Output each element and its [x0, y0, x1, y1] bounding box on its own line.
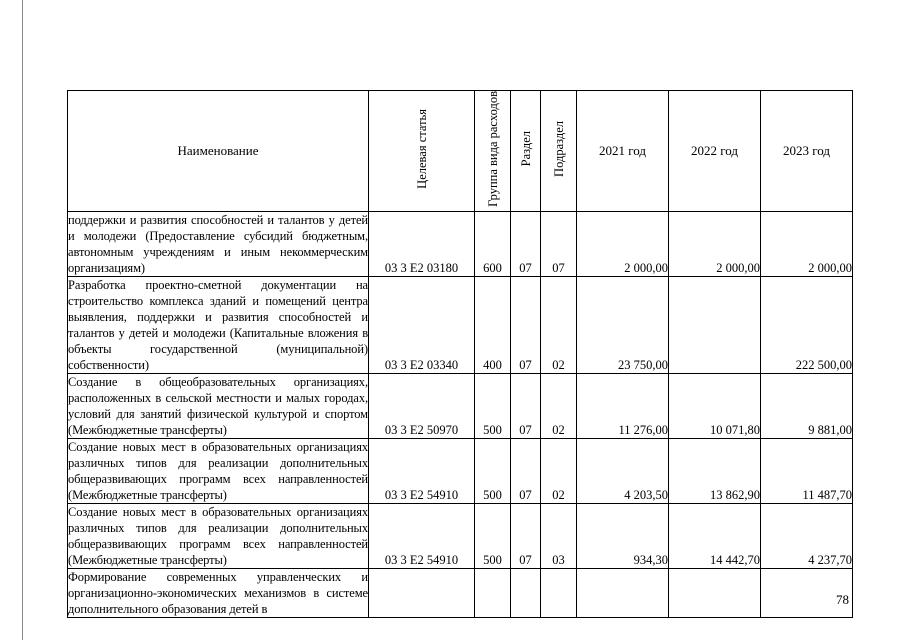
row-target-code: 03 3 Е2 03340 — [369, 276, 475, 373]
row-section: 07 — [511, 211, 541, 276]
row-expense-group — [475, 568, 511, 617]
row-2021: 4 203,50 — [577, 438, 669, 503]
col-header-subsection: Подраздел — [541, 91, 577, 212]
row-subsection: 03 — [541, 503, 577, 568]
col-header-2023: 2023 год — [761, 91, 853, 212]
row-2022 — [669, 568, 761, 617]
row-subsection: 02 — [541, 276, 577, 373]
row-2021: 934,30 — [577, 503, 669, 568]
row-section: 07 — [511, 276, 541, 373]
row-subsection: 02 — [541, 373, 577, 438]
col-header-name: Наименование — [68, 91, 369, 212]
row-2023: 9 881,00 — [761, 373, 853, 438]
row-2023: 222 500,00 — [761, 276, 853, 373]
row-section: 07 — [511, 373, 541, 438]
row-2022 — [669, 276, 761, 373]
row-target-code: 03 3 Е2 03180 — [369, 211, 475, 276]
row-subsection: 02 — [541, 438, 577, 503]
row-section: 07 — [511, 438, 541, 503]
row-2021: 11 276,00 — [577, 373, 669, 438]
col-header-2021: 2021 год — [577, 91, 669, 212]
row-name: Создание в общеобразовательных организациях, расположенных в сельской местности и малых городах, условий для занятий физической культурой и спортом (Межбюджетные трансферты) — [68, 374, 368, 437]
row-section — [511, 568, 541, 617]
col-header-expense-group: Группа вида расходов — [475, 91, 511, 212]
margin-rule — [22, 0, 23, 640]
row-2021 — [577, 568, 669, 617]
row-2022: 14 442,70 — [669, 503, 761, 568]
col-header-2022: 2022 год — [669, 91, 761, 212]
table-row — [68, 438, 853, 503]
row-2022: 13 862,90 — [669, 438, 761, 503]
row-name: поддержки и развития способностей и талантов у детей и молодежи (Предоставление субсидий бюджетным, автономным учреждениям и иным некоммерческим организациям) — [68, 212, 368, 275]
row-name: Создание новых мест в образовательных организациях различных типов для реализации дополнительных общеразвивающих программ всех направленностей (Межбюджетные трансферты) — [68, 504, 368, 567]
row-2022: 2 000,00 — [669, 211, 761, 276]
row-expense-group: 500 — [475, 503, 511, 568]
row-section: 07 — [511, 503, 541, 568]
row-target-code — [369, 568, 475, 617]
budget-table — [67, 90, 853, 618]
row-2023: 4 237,70 — [761, 503, 853, 568]
row-2023: 2 000,00 — [761, 211, 853, 276]
row-target-code: 03 3 Е2 54910 — [369, 503, 475, 568]
row-name: Формирование современных управленческих и организационно-экономических механизмов в системе дополнительного образования детей в — [68, 569, 368, 616]
col-header-target: Целевая статья — [369, 91, 475, 212]
row-expense-group: 500 — [475, 373, 511, 438]
table-header-row — [68, 91, 853, 212]
row-2021: 23 750,00 — [577, 276, 669, 373]
table-row — [68, 503, 853, 568]
row-expense-group: 500 — [475, 438, 511, 503]
row-expense-group: 600 — [475, 211, 511, 276]
page-number: 78 — [836, 592, 849, 607]
col-header-section: Раздел — [511, 91, 541, 212]
row-subsection: 07 — [541, 211, 577, 276]
row-name: Создание новых мест в образовательных организациях различных типов для реализации дополнительных общеразвивающих программ всех направленностей (Межбюджетные трансферты) — [68, 439, 368, 502]
row-subsection — [541, 568, 577, 617]
table-row — [68, 211, 853, 276]
row-target-code: 03 3 Е2 50970 — [369, 373, 475, 438]
row-expense-group: 400 — [475, 276, 511, 373]
row-2022: 10 071,80 — [669, 373, 761, 438]
table-row — [68, 276, 853, 373]
row-2021: 2 000,00 — [577, 211, 669, 276]
row-target-code: 03 3 Е2 54910 — [369, 438, 475, 503]
table-row — [68, 568, 853, 617]
table-row — [68, 373, 853, 438]
row-2023: 11 487,70 — [761, 438, 853, 503]
row-name: Разработка проектно-сметной документации на строительство комплекса зданий и помещений центра выявления, поддержки и развития способностей и талантов у детей и молодежи (Капитальные вложения в объекты государственной (муниципальной) собственности) — [68, 277, 368, 372]
